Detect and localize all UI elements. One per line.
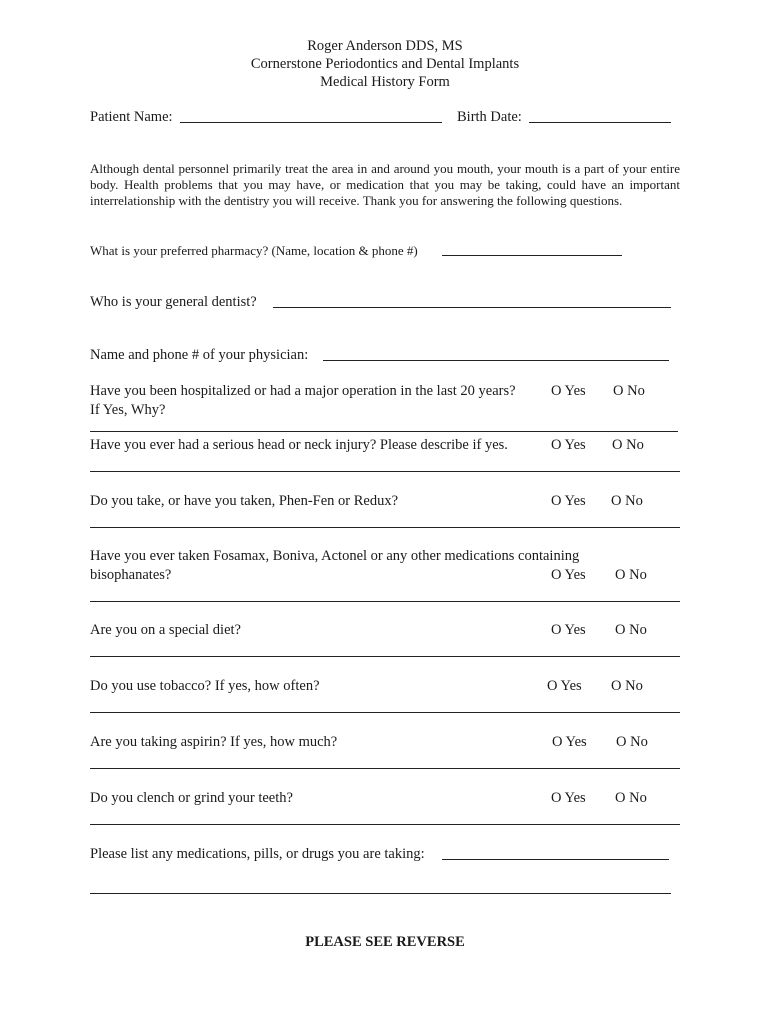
practice-name: Cornerstone Periodontics and Dental Implants xyxy=(250,56,520,72)
birth-date-field[interactable] xyxy=(529,108,671,123)
answer-line[interactable] xyxy=(90,712,680,713)
question-text: Have you been hospitalized or had a major operation in the last 20 years? xyxy=(90,383,516,399)
medications-field[interactable] xyxy=(442,845,669,860)
no-option[interactable]: O No xyxy=(615,790,647,806)
yes-option[interactable]: O Yes xyxy=(551,493,586,509)
birth-date-label: Birth Date: xyxy=(457,109,522,125)
no-option[interactable]: O No xyxy=(616,734,648,750)
answer-line[interactable] xyxy=(90,471,680,472)
yes-option[interactable]: O Yes xyxy=(551,567,586,583)
medications-second-line[interactable] xyxy=(90,893,671,894)
physician-label: Name and phone # of your physician: xyxy=(90,347,309,363)
yes-option[interactable]: O Yes xyxy=(551,622,586,638)
question-followup: bisophanates? xyxy=(90,567,172,583)
yes-option[interactable]: O Yes xyxy=(552,734,587,750)
answer-line[interactable] xyxy=(90,656,680,657)
intro-paragraph: Although dental personnel primarily treat the area in and around you mouth, your mouth is a part of your entire body. Health problems that you may have, or medication that you may be taking, could have an important interrelationship with the dentistry you will receive. Thank you for answering the following questions. xyxy=(90,161,680,209)
patient-name-label: Patient Name: xyxy=(90,109,173,125)
form-title: Medical History Form xyxy=(320,74,450,90)
answer-line[interactable] xyxy=(90,824,680,825)
medications-label: Please list any medications, pills, or drugs you are taking: xyxy=(90,846,425,862)
answer-line[interactable] xyxy=(90,431,678,432)
pharmacy-label: What is your preferred pharmacy? (Name, location & phone #) xyxy=(90,243,418,258)
no-option[interactable]: O No xyxy=(615,567,647,583)
question-text: Do you take, or have you taken, Phen-Fen or Redux? xyxy=(90,493,399,509)
yes-option[interactable]: O Yes xyxy=(551,437,586,453)
question-text: Do you clench or grind your teeth? xyxy=(90,790,293,806)
no-option[interactable]: O No xyxy=(611,493,643,509)
physician-field[interactable] xyxy=(323,346,669,361)
yes-option[interactable]: O Yes xyxy=(551,790,586,806)
no-option[interactable]: O No xyxy=(612,437,644,453)
question-text: Are you taking aspirin? If yes, how much? xyxy=(90,734,338,750)
please-see-reverse: PLEASE SEE REVERSE xyxy=(305,934,465,950)
no-option[interactable]: O No xyxy=(613,383,645,399)
question-text: Have you ever had a serious head or neck injury? Please describe if yes. xyxy=(90,437,508,453)
general-dentist-label: Who is your general dentist? xyxy=(90,294,257,310)
answer-line[interactable] xyxy=(90,527,680,528)
question-text: Do you use tobacco? If yes, how often? xyxy=(90,678,320,694)
no-option[interactable]: O No xyxy=(611,678,643,694)
general-dentist-field[interactable] xyxy=(273,293,671,308)
yes-option[interactable]: O Yes xyxy=(547,678,582,694)
no-option[interactable]: O No xyxy=(615,622,647,638)
answer-line[interactable] xyxy=(90,601,680,602)
question-followup: If Yes, Why? xyxy=(90,402,166,418)
question-text: Are you on a special diet? xyxy=(90,622,241,638)
pharmacy-field[interactable] xyxy=(442,242,622,256)
question-text: Have you ever taken Fosamax, Boniva, Actonel or any other medications containing xyxy=(90,548,580,564)
patient-name-field[interactable] xyxy=(180,108,442,123)
doctor-name: Roger Anderson DDS, MS xyxy=(307,38,463,54)
answer-line[interactable] xyxy=(90,768,680,769)
yes-option[interactable]: O Yes xyxy=(551,383,586,399)
